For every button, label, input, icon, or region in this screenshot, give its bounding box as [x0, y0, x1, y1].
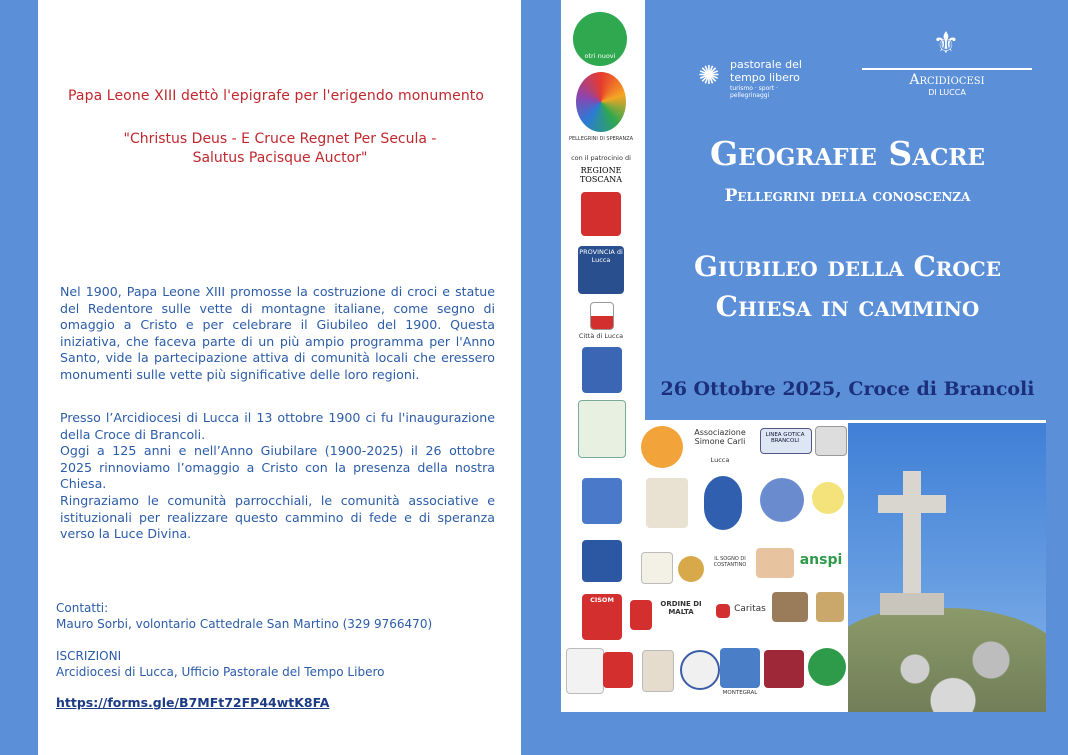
anspi-label: anspi [799, 552, 843, 568]
municipal-logo-4 [582, 540, 622, 582]
crest-icon: ⚜ [932, 26, 960, 61]
cross-horizontal [878, 495, 946, 513]
citta-label: Città di Lucca [578, 332, 624, 340]
linea-emblem [815, 426, 847, 456]
assoc-logo-5 [641, 552, 673, 584]
history-paragraph: Nel 1900, Papa Leone XIII promosse la costruzione di croci e statue del Redentore sulle vette di montagne italiane, come segno di omaggio a Cristo e per celebrare il Giubileo del 1900. Questa iniziativa, che faceva parte di un più ampio programma per l'Anno Santo, vide la partecipazione attiva di comunità locali che eressero monumenti sulle vette più significative delle loro regioni. [60, 284, 495, 382]
malta-logo [630, 600, 652, 630]
linea-label: LINEA GOTICA BRANCOLI [765, 432, 805, 444]
pastorale-sub: turismo · sport · pellegrinaggi [730, 85, 778, 99]
shield-logo [816, 592, 844, 622]
montegral-logo [720, 648, 760, 688]
sub-heading: Pellegrini della conoscenza [724, 186, 971, 206]
provincia-label: PROVINCIA di Lucca [579, 248, 623, 264]
quote-line-2: Salutus Pacisque Auctor" [192, 150, 368, 166]
sogno-label: IL SOGNO DI COSTANTINO [713, 556, 747, 568]
contacts-label: Contatti: [56, 601, 109, 615]
coin-logo [678, 556, 704, 582]
ordine-label: ORDINE DI MALTA [660, 600, 702, 616]
cross-vertical [903, 471, 921, 601]
pastorale-text [730, 58, 802, 84]
red-flag-logo [603, 652, 633, 688]
flower-logo [812, 482, 844, 514]
lucca-shield [590, 302, 614, 330]
iscrizioni-value: Arcidiocesi di Lucca, Ufficio Pastorale del Tempo Libero [56, 665, 385, 679]
iscrizioni-label: ISCRIZIONI [56, 649, 122, 663]
main-heading: Geografie Sacre [709, 134, 986, 173]
assoc-logo-4 [760, 478, 804, 522]
cross-base [880, 593, 944, 615]
cisom-label: CISOM [590, 596, 614, 604]
montegral-label: MONTEGRAL [722, 690, 758, 696]
green-cross-logo [808, 648, 846, 686]
arcidiocesi-name: Arcidiocesi [862, 68, 1032, 88]
caritas-label: Caritas [734, 604, 766, 614]
event-date: 26 Ottobre 2025, Croce di Brancoli [660, 378, 1035, 400]
registration-link[interactable]: https://forms.gle/B7MFt72FP44wtK8FA [56, 695, 330, 710]
sun-icon: ✺ [698, 61, 720, 91]
assoc-logo-3 [704, 476, 742, 530]
thanks-text: Ringraziamo le comunità parrocchiali, le comunità associative e istituzionali per realizzare questo cammino di fede e di speranza verso la Luce Divina. [60, 492, 495, 542]
bottom-logo-1 [642, 650, 674, 692]
inauguration-paragraph [60, 410, 495, 543]
church-photo-logo [772, 592, 808, 622]
patrocinio-label: con il patrocinio di [571, 154, 631, 162]
otri-nuovi-label: otri nuovi [584, 52, 616, 60]
jubilee-label: PELLEGRINI DI SPERANZA [568, 136, 634, 142]
contacts-block [56, 600, 432, 680]
cross-photo [848, 423, 1046, 712]
assoc-logo-2 [646, 478, 688, 528]
lucca-label: Lucca [710, 456, 730, 464]
pastorale-line-1: pastorale del [730, 58, 802, 71]
jubilee-logo [576, 72, 626, 132]
municipal-logo-2 [578, 400, 626, 458]
arcidiocesi-sub: DI LUCCA [928, 88, 966, 97]
inauguration-text: Presso l’Arcidiocesi di Lucca il 13 ottobre 1900 ci fu l'inaugurazione della Croce di Brancoli. [60, 410, 495, 442]
regione-toscana-logo [581, 192, 621, 236]
jubilee-heading: Giubileo della Croce [694, 250, 1001, 283]
epigraph-quote [110, 130, 450, 168]
people-logo [756, 548, 794, 578]
cross-logo [566, 648, 604, 694]
simone-carli-label: Associazione Simone Carli [694, 428, 746, 446]
rocks [858, 633, 1046, 712]
pastorale-line-2: tempo libero [730, 71, 800, 84]
arcidiocesi-logo [862, 26, 1032, 98]
pastorale-logo [698, 56, 818, 106]
municipal-logo-1 [582, 347, 622, 393]
bottom-logo-2 [680, 650, 720, 690]
assoc-logo-1 [641, 426, 683, 468]
contacts-value: Mauro Sorbi, volontario Cattedrale San Martino (329 9766470) [56, 617, 433, 631]
regione-label: REGIONE TOSCANA [579, 166, 623, 184]
anniversary-text: Oggi a 125 anni e nell’Anno Giubilare (1900-2025) il 26 ottobre 2025 rinnoviamo l’omaggio a Cristo con la presenza della nostra Chiesa. [60, 443, 495, 492]
epigraph-title: Papa Leone XIII dettò l'epigrafe per l'erigendo monumento [68, 88, 485, 104]
left-margin [0, 0, 38, 755]
church-heading: Chiesa in cammino [715, 290, 980, 323]
red-book-logo [764, 650, 804, 688]
quote-line-1: "Christus Deus - E Cruce Regnet Per Secula - [123, 131, 437, 147]
municipal-logo-3 [582, 478, 622, 524]
caritas-logo [716, 604, 730, 618]
